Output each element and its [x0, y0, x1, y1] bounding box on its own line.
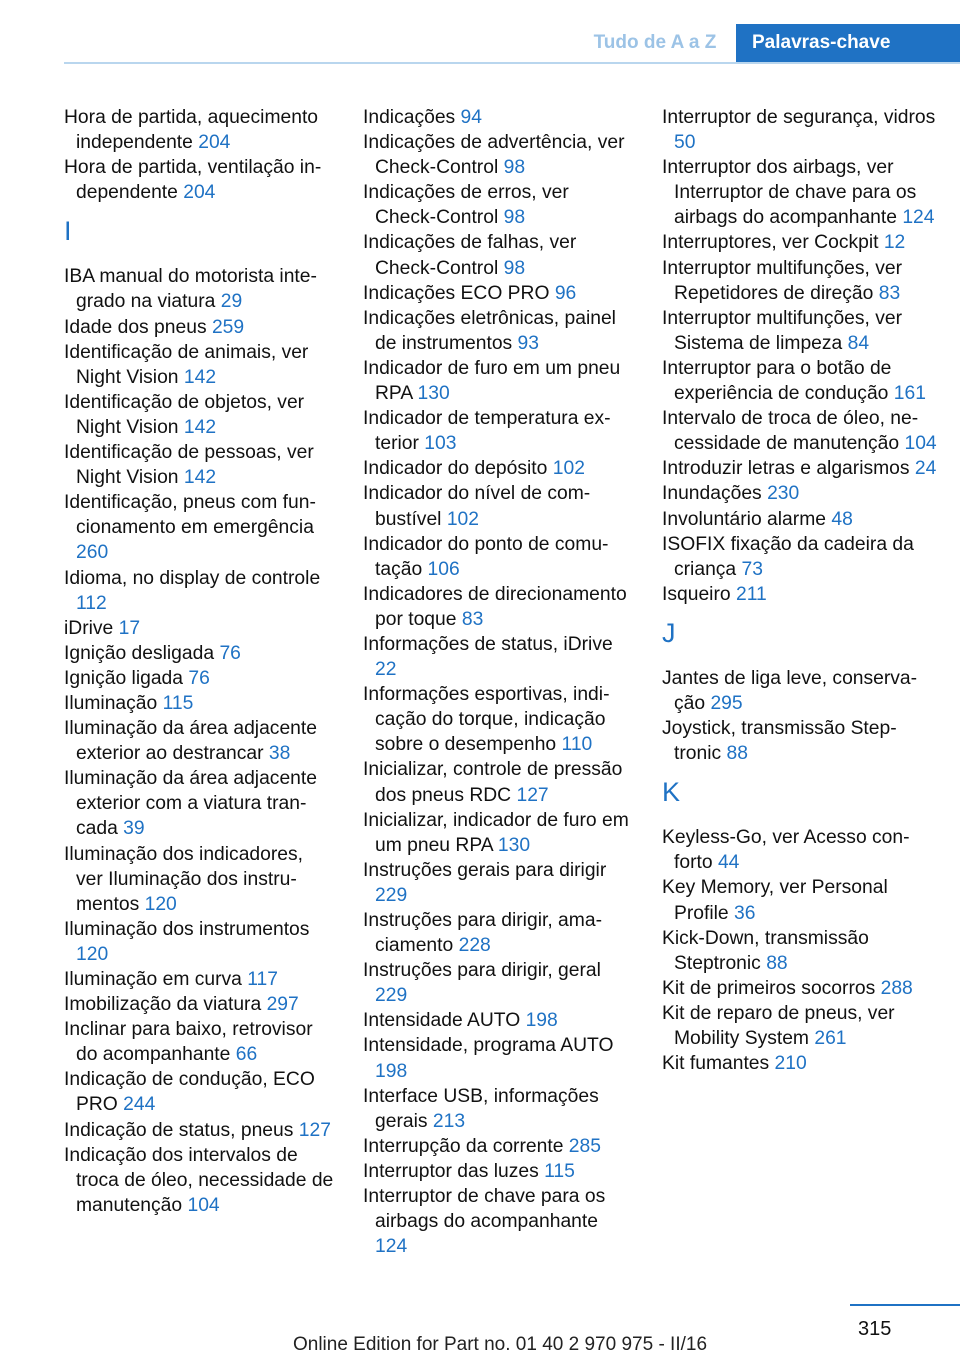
page-reference-link[interactable]: 103 — [424, 433, 457, 455]
page-reference-link[interactable]: 230 — [767, 483, 800, 505]
header-divider — [64, 62, 960, 64]
index-entry — [64, 691, 334, 716]
index-entry — [363, 1008, 633, 1033]
index-entry-text: IBA manual do motorista integrado na viatura — [64, 266, 317, 313]
edition-footer: Online Edition for Part no. 01 40 2 970 975 - II/16 — [292, 1334, 708, 1355]
index-entry — [64, 842, 334, 917]
index-entry — [662, 1051, 937, 1076]
index-entry — [363, 356, 633, 406]
index-entry — [662, 825, 937, 875]
index-entry-text: Imobilização da viatura — [64, 994, 262, 1016]
page-reference-link[interactable]: 88 — [726, 743, 748, 765]
page-reference-link[interactable]: 29 — [220, 291, 243, 313]
index-entry — [363, 958, 633, 1008]
page-reference-link[interactable]: 120 — [144, 893, 177, 915]
index-entry — [64, 105, 334, 155]
page-reference-link[interactable]: 12 — [883, 232, 906, 254]
index-entry-text: Instruções para dirigir, geral — [363, 960, 601, 982]
section-tab[interactable]: Tudo de A a Z — [593, 32, 717, 53]
page-reference-link[interactable]: 285 — [568, 1135, 601, 1157]
index-entry — [363, 306, 633, 356]
index-entry — [64, 716, 334, 766]
index-entry-text: Indicações de falhas, ver Check-Control — [363, 232, 577, 279]
index-entry-text: Iluminação dos instrumentos — [64, 918, 310, 940]
page-reference-link[interactable]: 297 — [266, 994, 299, 1016]
index-entry-text: Inicializar, controle de pressão dos pneus RDC — [363, 759, 623, 806]
index-entry-text: Keyless-Go, ver Acesso conforto — [662, 827, 910, 874]
page-reference-link[interactable]: 198 — [525, 1010, 558, 1032]
index-entry-text: Intensidade AUTO — [363, 1010, 521, 1032]
index-entry — [363, 858, 633, 908]
index-entry-text: Indicação de status, pneus — [64, 1119, 294, 1141]
index-entry-text: Key Memory, ver Personal Profile — [662, 877, 888, 924]
index-entry — [363, 456, 633, 481]
index-entry — [662, 507, 937, 532]
page-reference-link[interactable]: 110 — [561, 734, 593, 756]
index-entry — [363, 757, 633, 807]
index-entry — [64, 616, 334, 641]
page-reference-link[interactable]: 142 — [183, 467, 217, 489]
page-reference-link[interactable]: 124 — [375, 1236, 408, 1258]
index-entry — [662, 356, 937, 406]
index-entry-text: Idade dos pneus — [64, 316, 207, 338]
index-column-3 — [662, 105, 937, 1076]
index-entry — [662, 976, 937, 1001]
index-entry-text: Instruções gerais para dirigir — [363, 859, 607, 881]
page-reference-link[interactable]: 127 — [516, 784, 549, 806]
index-entry-text: Interruptor de segurança, vidros — [662, 107, 936, 128]
page-reference-link[interactable]: 213 — [432, 1110, 466, 1132]
page-reference-link[interactable]: 115 — [162, 692, 194, 714]
index-entry — [662, 306, 937, 356]
page-reference-link[interactable]: 295 — [710, 692, 743, 714]
index-entry — [363, 130, 633, 180]
page-reference-link[interactable]: 84 — [847, 332, 870, 354]
index-entry-text: Indicação de condução, ECO PRO — [64, 1069, 315, 1116]
index-entry — [662, 230, 937, 255]
index-entry — [363, 1084, 633, 1134]
index-entry-text: Indicações ECO PRO — [363, 282, 550, 304]
index-entry-text: Hora de partida, aquecimento independente — [64, 107, 319, 154]
index-entry — [64, 992, 334, 1017]
index-entry-text: Kick-Down, transmissão Steptronic — [662, 927, 869, 974]
index-entry — [662, 532, 937, 582]
index-entry-text: Iluminação em curva — [64, 969, 242, 990]
index-entry — [662, 582, 937, 607]
index-entry-text: Indicações de advertência, ver Check-Control — [363, 132, 625, 179]
index-entry — [662, 105, 937, 155]
index-entry — [363, 532, 633, 582]
page-reference-link[interactable]: 98 — [503, 207, 526, 229]
page-reference-link[interactable]: 120 — [76, 943, 109, 965]
index-entry — [662, 155, 937, 230]
page-reference-link[interactable]: 288 — [880, 977, 913, 999]
index-entry-text: Iluminação — [64, 692, 158, 714]
page-reference-link[interactable]: 44 — [717, 852, 740, 874]
index-entry — [64, 440, 334, 490]
page-reference-link[interactable]: 50 — [674, 132, 696, 154]
index-entry — [64, 264, 334, 314]
index-entry-text: Indicador de temperatura exterior — [363, 408, 611, 455]
index-entry-text: Kit de primeiros socorros — [662, 977, 876, 999]
index-entry — [64, 1118, 334, 1143]
index-entry — [64, 766, 334, 841]
index-entry-text: Inclinar para baixo, retrovisor do acompanhante — [64, 1019, 313, 1066]
index-entry — [363, 808, 633, 858]
index-entry-text: Indicadores de direcionamento por toque — [363, 583, 627, 630]
page-reference-link[interactable]: 76 — [219, 642, 241, 664]
page-reference-link[interactable]: 24 — [914, 458, 937, 480]
index-entry-text: Isqueiro — [662, 583, 731, 605]
page-reference-link[interactable]: 130 — [497, 834, 531, 856]
page-number: 315 — [858, 1318, 892, 1340]
page-reference-link[interactable]: 142 — [183, 366, 217, 388]
index-entry-text: Informações de status, iDrive — [363, 633, 613, 655]
page-reference-link[interactable]: 83 — [461, 608, 484, 630]
index-entry — [363, 632, 633, 682]
index-entry-text: Iluminação da área adjacente exterior ao destrancar — [64, 718, 317, 765]
index-entry — [662, 926, 937, 976]
page-reference-link[interactable]: 229 — [375, 884, 408, 906]
index-entry — [363, 1184, 633, 1259]
page-reference-link[interactable]: 204 — [198, 132, 231, 154]
page-reference-link[interactable]: 66 — [235, 1044, 258, 1066]
index-entry — [363, 682, 633, 757]
index-entry-text: Interrupção da corrente — [363, 1135, 564, 1157]
index-entry — [662, 716, 937, 766]
page-reference-link[interactable]: 260 — [76, 542, 109, 564]
index-entry-text: Involuntário alarme — [662, 508, 826, 530]
index-entry-text: Instruções para dirigir, amaciamento — [363, 910, 602, 957]
keywords-tab[interactable]: Palavras-chave — [736, 24, 960, 62]
index-entry-text: Indicador de furo em um pneu RPA — [363, 357, 621, 405]
index-entry-text: Interruptor dos airbags, ver Interruptor de chave para os airbags do acompanhante — [662, 157, 917, 229]
index-entry — [64, 315, 334, 340]
index-entry-text: Indicador do ponto de comutação — [363, 533, 609, 580]
index-entry-text: Ignição desligada — [64, 642, 215, 664]
index-entry — [662, 406, 937, 456]
page-reference-link[interactable]: 211 — [735, 583, 767, 605]
index-entry — [363, 230, 633, 280]
index-entry — [363, 105, 633, 130]
page-reference-link[interactable]: 83 — [878, 282, 901, 304]
page-reference-link[interactable]: 98 — [503, 157, 526, 179]
index-entry — [64, 1143, 334, 1218]
index-entry-text: Interruptor multifunções, ver Repetidores de direção — [662, 257, 903, 304]
page-reference-link[interactable]: 17 — [118, 617, 141, 639]
index-entry-text: Idioma, no display de controle — [64, 567, 321, 589]
page-reference-link[interactable]: 106 — [427, 558, 460, 580]
page-reference-link[interactable]: 130 — [417, 383, 450, 405]
page-reference-link[interactable]: 98 — [503, 257, 526, 279]
index-entry-text: Interruptor de chave para os airbags do acompanhante — [363, 1186, 606, 1233]
footer-divider — [850, 1304, 960, 1306]
index-entry-text: ISOFIX fixação da cadeira da criança — [662, 533, 914, 580]
index-entry-text: Identificação, pneus com funcionamento em emergência — [64, 492, 316, 539]
index-entry — [64, 967, 334, 992]
index-entry-text: Informações esportivas, indicação do torque, indicação sobre o desempenho — [363, 684, 610, 756]
index-entry — [662, 456, 937, 481]
index-entry — [363, 1033, 633, 1083]
page-reference-link[interactable]: 96 — [554, 282, 577, 304]
index-entry — [64, 666, 334, 691]
page-reference-link[interactable]: 48 — [831, 508, 853, 530]
index-entry — [64, 490, 334, 565]
page-reference-link[interactable]: 244 — [123, 1094, 156, 1116]
index-entry-text: Interruptor das luzes — [363, 1160, 539, 1182]
page-reference-link[interactable]: 228 — [458, 935, 491, 957]
index-entry — [662, 875, 937, 925]
index-entry-text: Indicação dos intervalos de troca de óleo, necessidade de manutenção — [64, 1144, 334, 1216]
index-letter-heading: I — [64, 216, 72, 247]
index-entry — [64, 340, 334, 390]
page-reference-link[interactable]: 198 — [375, 1060, 408, 1082]
index-entry — [64, 917, 334, 967]
index-column-1 — [64, 105, 334, 1218]
index-entry-text: Intensidade, programa AUTO — [363, 1035, 614, 1057]
index-entry — [363, 1134, 633, 1159]
index-entry — [64, 641, 334, 666]
page-reference-link[interactable]: 93 — [517, 332, 539, 354]
index-entry — [662, 666, 937, 716]
index-entry-text: Jantes de liga leve, conservação — [662, 667, 918, 714]
page-reference-link[interactable]: 117 — [247, 969, 278, 990]
page-reference-link[interactable]: 94 — [460, 107, 482, 128]
page-reference-link[interactable]: 38 — [268, 743, 291, 765]
index-entry — [64, 155, 334, 205]
index-entry — [662, 1001, 937, 1051]
index-entry-text: Hora de partida, ventilação independente — [64, 157, 322, 204]
index-entry-text: Indicador do depósito — [363, 458, 548, 480]
index-entry-text: Interruptores, ver Cockpit — [662, 232, 879, 254]
index-entry-text: Interruptor para o botão de experiência de condução — [662, 357, 892, 405]
page-reference-link[interactable]: 73 — [741, 558, 763, 580]
index-entry-text: Iluminação da área adjacente exterior com a viatura trancada — [64, 768, 317, 840]
page-reference-link[interactable]: 259 — [211, 316, 245, 338]
index-entry-text: Introduzir letras e algarismos — [662, 458, 910, 480]
index-entry-text: Identificação de objetos, ver Night Vision — [64, 391, 305, 438]
page-reference-link[interactable]: 104 — [904, 433, 937, 455]
index-entry-text: Identificação de animais, ver Night Vision — [64, 341, 309, 388]
page-reference-link[interactable]: 115 — [544, 1160, 575, 1182]
page-reference-link[interactable]: 102 — [552, 458, 585, 480]
index-entry — [363, 281, 633, 306]
page-reference-link[interactable]: 88 — [766, 952, 788, 974]
page-reference-link[interactable]: 142 — [183, 416, 217, 438]
index-entry-text: Ignição ligada — [64, 667, 183, 689]
page-reference-link[interactable]: 112 — [76, 592, 107, 614]
page-reference-link[interactable]: 102 — [446, 508, 479, 530]
page-reference-link[interactable]: 22 — [375, 659, 397, 681]
page-reference-link[interactable]: 161 — [893, 383, 926, 405]
index-entry — [363, 582, 633, 632]
index-entry-text: Inundações — [662, 483, 762, 505]
page-reference-link[interactable]: 76 — [188, 667, 210, 689]
page-reference-link[interactable]: 124 — [902, 207, 935, 229]
index-entry-text: Intervalo de troca de óleo, necessidade de manutenção — [662, 408, 919, 455]
index-entry-text: Iluminação dos indicadores, ver Iluminação dos instrumentos — [64, 843, 304, 915]
index-entry — [363, 481, 633, 531]
index-entry — [363, 180, 633, 230]
index-entry — [363, 1159, 633, 1184]
page-reference-link[interactable]: 39 — [123, 818, 145, 840]
index-entry — [64, 390, 334, 440]
page-reference-link[interactable]: 104 — [187, 1194, 220, 1216]
page-reference-link[interactable]: 261 — [814, 1028, 847, 1049]
page-reference-link[interactable]: 204 — [183, 182, 216, 204]
index-letter-heading: K — [662, 777, 681, 808]
index-entry-text: Joystick, transmissão Steptronic — [662, 718, 897, 765]
index-entry-text: Inicializar, indicador de furo em um pneu RPA — [363, 809, 629, 856]
index-entry-text: Indicações eletrônicas, painel de instrumentos — [363, 307, 616, 354]
index-entry-text: Indicador do nível de combustível — [363, 483, 591, 530]
index-entry — [363, 406, 633, 456]
page-reference-link[interactable]: 210 — [774, 1053, 807, 1075]
index-column-2 — [363, 105, 633, 1259]
index-entry — [662, 481, 937, 506]
page-reference-link[interactable]: 127 — [298, 1119, 331, 1141]
index-entry-text: Interruptor multifunções, ver Sistema de limpeza — [662, 307, 903, 354]
page-reference-link[interactable]: 229 — [375, 985, 408, 1007]
index-letter-heading: J — [662, 617, 676, 648]
index-entry-text: Indicações de erros, ver Check-Control — [363, 182, 569, 229]
index-entry-text: Identificação de pessoas, ver Night Vision — [64, 442, 314, 489]
index-entry — [64, 1017, 334, 1067]
index-entry-text: iDrive — [64, 617, 114, 639]
index-entry — [662, 256, 937, 306]
index-entry — [363, 908, 633, 958]
index-entry-text: Kit fumantes — [662, 1053, 770, 1075]
page-reference-link[interactable]: 36 — [734, 902, 756, 924]
index-entry — [64, 1067, 334, 1117]
index-entry — [64, 566, 334, 616]
index-entry-text: Interface USB, informações gerais — [363, 1085, 599, 1132]
index-entry-text: Indicações — [363, 107, 456, 128]
index-entry-text: Kit de reparo de pneus, ver Mobility System — [662, 1002, 895, 1049]
